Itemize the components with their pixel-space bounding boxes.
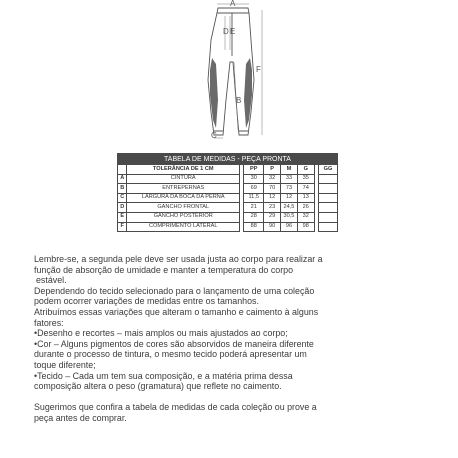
label-d: D bbox=[223, 27, 229, 36]
text-line: podem ocorrer variações de medidas entre os tamanhos. bbox=[34, 296, 259, 307]
label-f: F bbox=[256, 65, 261, 74]
cell-g: 32 bbox=[297, 212, 314, 222]
size-header-gg: GG bbox=[318, 165, 337, 175]
cell-p: 70 bbox=[264, 184, 281, 194]
row-code: E bbox=[118, 212, 127, 222]
table-row bbox=[118, 222, 338, 232]
text-line: toque diferente; bbox=[34, 359, 96, 370]
cell-m: 33 bbox=[281, 174, 298, 184]
right-side-panel bbox=[244, 58, 252, 128]
cell-gg bbox=[318, 203, 337, 213]
cell-g: 13 bbox=[297, 193, 314, 203]
cell-m: 73 bbox=[281, 184, 298, 194]
measurements-table bbox=[117, 153, 338, 232]
cell-g: 26 bbox=[297, 203, 314, 213]
size-header-g: G bbox=[297, 165, 314, 175]
text-line: fatores: bbox=[34, 317, 64, 328]
size-header-p: P bbox=[264, 165, 281, 175]
table-row bbox=[118, 193, 338, 203]
cell-pp: 30 bbox=[244, 174, 264, 184]
cell-m: 96 bbox=[281, 222, 298, 232]
cell-g: 35 bbox=[297, 174, 314, 184]
text-line: função de absorção de umidade e manter a temperatura do corpo bbox=[34, 264, 294, 275]
row-code: D bbox=[118, 203, 127, 213]
text-line: Sugerimos que confira a tabela de medidas de cada coleção ou prove a bbox=[34, 402, 317, 413]
size-header-pp: PP bbox=[244, 165, 264, 175]
cell-pp: 28 bbox=[244, 212, 264, 222]
row-name: ENTREPERNAS bbox=[127, 184, 240, 194]
cell-m: 24,5 bbox=[281, 203, 298, 213]
row-code: B bbox=[118, 184, 127, 194]
cell-gg bbox=[318, 193, 337, 203]
table-row bbox=[118, 212, 338, 222]
cell-p: 12 bbox=[264, 193, 281, 203]
cell-pp: 21 bbox=[244, 203, 264, 213]
row-name: CINTURA bbox=[127, 174, 240, 184]
cell-m: 12 bbox=[281, 193, 298, 203]
label-e: E bbox=[230, 27, 236, 36]
cell-gg bbox=[318, 174, 337, 184]
text-line: Lembre-se, a segunda pele deve ser usada justa ao corpo para realizar a bbox=[34, 254, 323, 264]
cell-g: 74 bbox=[297, 184, 314, 194]
cell-gg bbox=[318, 212, 337, 222]
table-title: TABELA DE MEDIDAS - PEÇA PRONTA bbox=[118, 154, 338, 165]
pants-diagram bbox=[150, 0, 310, 145]
text-line: composição altera o peso (gramatura) que reflete no caimento. bbox=[34, 381, 282, 392]
table-row bbox=[118, 174, 338, 184]
left-side-panel bbox=[210, 58, 218, 128]
row-name: LARGURA DA BOCA DA PERNA bbox=[127, 193, 240, 203]
text-line: peça antes de comprar. bbox=[34, 412, 127, 423]
row-code: A bbox=[118, 174, 127, 184]
bullet-color: •Cor – Alguns pigmentos de cores são absorvidos de maneira diferente bbox=[34, 338, 314, 349]
cell-gg bbox=[318, 222, 337, 232]
label-b: B bbox=[236, 96, 242, 105]
text-line: estável. bbox=[36, 275, 67, 286]
row-code: C bbox=[118, 193, 127, 203]
cell-p: 90 bbox=[264, 222, 281, 232]
cell-p: 32 bbox=[264, 174, 281, 184]
cell-m: 30,5 bbox=[281, 212, 298, 222]
size-guidance-text bbox=[34, 254, 454, 424]
row-name: GANCHO POSTERIOR bbox=[127, 212, 240, 222]
label-c: C bbox=[211, 131, 217, 140]
row-name: GANCHO FRONTAL bbox=[127, 203, 240, 213]
label-a: A bbox=[230, 0, 236, 8]
text-line: Dependendo do tecido selecionado para o lançamento de uma coleção bbox=[34, 285, 315, 296]
table-row bbox=[118, 184, 338, 194]
bullet-fabric: •Tecido – Cada um tem sua composição, e a matéria prima dessa bbox=[34, 370, 293, 381]
size-header-m: M bbox=[281, 165, 298, 175]
bullet-design: •Desenho e recortes – mais amplos ou mais ajustados ao corpo; bbox=[34, 328, 288, 339]
cell-g: 98 bbox=[297, 222, 314, 232]
text-line: durante o processo de tintura, o mesmo tecido poderá apresentar um bbox=[34, 349, 307, 360]
tolerance-header: TOLERÂNCIA DE 1 CM bbox=[127, 165, 240, 175]
cell-p: 23 bbox=[264, 203, 281, 213]
cell-pp: 69 bbox=[244, 184, 264, 194]
cell-p: 29 bbox=[264, 212, 281, 222]
pants-waistband bbox=[217, 8, 249, 13]
row-code: F bbox=[118, 222, 127, 232]
cell-gg bbox=[318, 184, 337, 194]
text-line: Atribuímos essas variações que alteram o tamanho e caimento à alguns bbox=[34, 306, 319, 317]
row-name: COMPRIMENTO LATERAL bbox=[127, 222, 240, 232]
cell-pp: 11,5 bbox=[244, 193, 264, 203]
table-row bbox=[118, 203, 338, 213]
cell-pp: 88 bbox=[244, 222, 264, 232]
